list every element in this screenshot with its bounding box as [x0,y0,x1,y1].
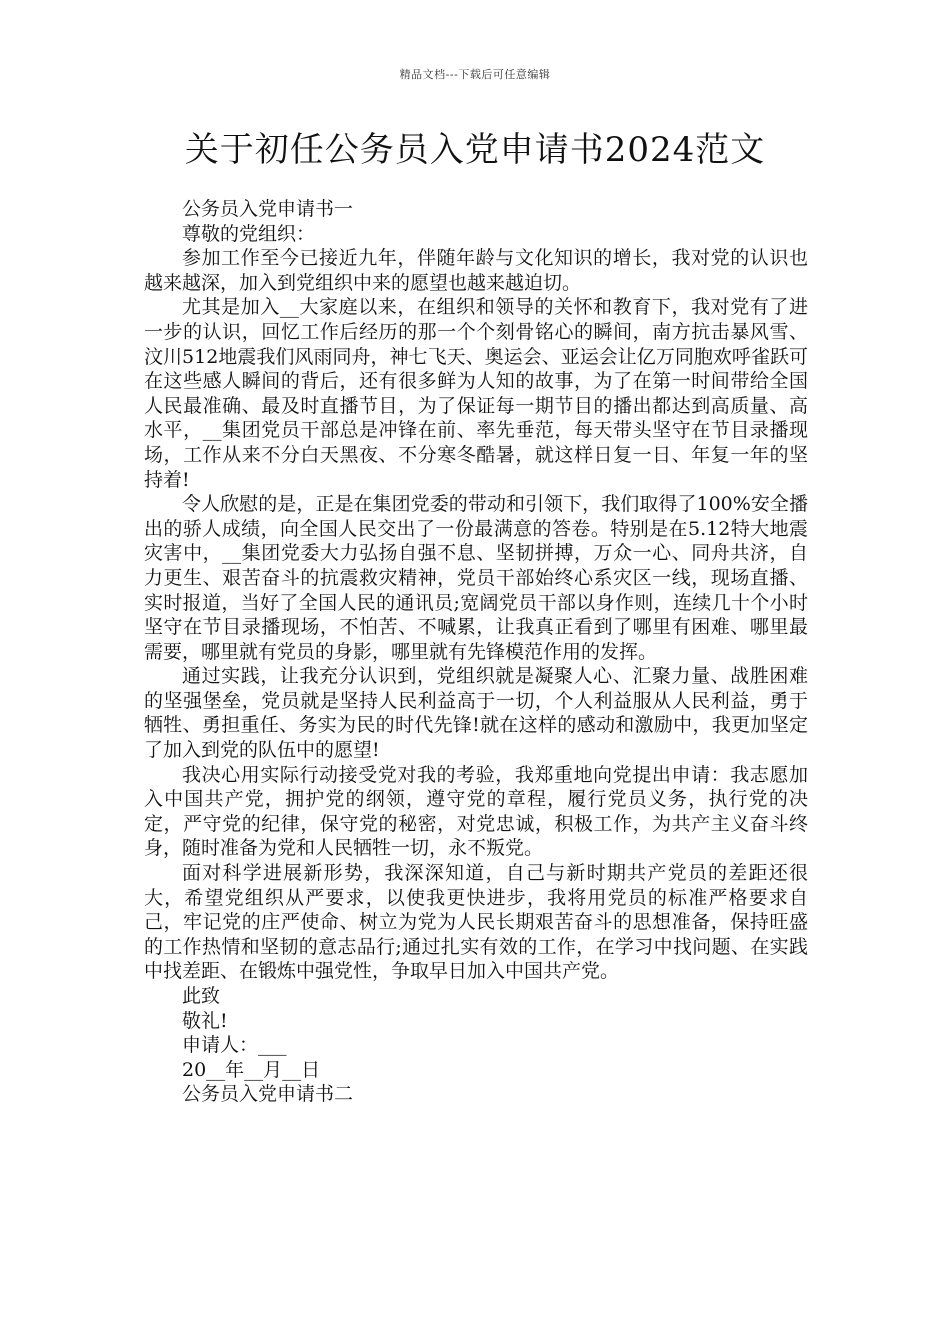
salutation: 尊敬的党组织： [182,222,316,245]
applicant-line: 申请人：___ [182,1034,287,1057]
date-line: 20__年__月__日 [182,1058,321,1081]
body-paragraph: 面对科学进展新形势，我深深知道，自己与新时期共产党员的差距还很大，希望党组织从严要求，以使我更快进步，我将用党员的标准严格要求自己，牢记党的庄严使命、树立为党为人民长期艰苦奋斗的思想准备，保持旺盛的工作热情和坚韧的意志品行;通过扎实有效的工作，在学习中找问题、在实践中找差距、在锻炼中强党性，争取早日加入中国共产党。 [144,862,808,983]
header-note: 精品文档---下载后可任意编辑 [399,68,551,81]
document-title: 关于初任公务员入党申请书2024范文 [184,130,766,170]
body-paragraph: 我决心用实际行动接受党对我的考验，我郑重地向党提出申请：我志愿加入中国共产党，拥护党的纲领，遵守党的章程，履行党员义务，执行党的决定，严守党的纪律，保守党的秘密，对党忠诚，积极工作，为共产主义奋斗终身，随时准备为党和人民牺牲一切，永不叛党。 [144,763,808,860]
section-heading: 公务员入党申请书二 [182,1083,354,1106]
body-paragraph: 尤其是加入__大家庭以来，在组织和领导的关怀和教育下，我对党有了进一步的认识，回忆工作后经历的那一个个刻骨铭心的瞬间，南方抗击暴风雪、汶川512地震我们风雨同舟，神七飞天、奥运会、亚运会让亿万同胞欢呼雀跃可在这些感人瞬间的背后，还有很多鲜为人知的故事，为了在第一时间带给全国人民最准确、最及时直播节目，为了保证每一期节目的播出都达到高质量、高水平，__集团党员干部总是冲锋在前、率先垂范，每天带头坚守在节目录播现场，工作从来不分白天黑夜、不分寒冬酷暑，就这样日复一日、年复一年的坚持着! [144,296,808,491]
document-body [144,197,808,1107]
section-heading: 公务员入党申请书一 [182,198,354,220]
body-paragraph: 通过实践，让我充分认识到，党组织就是凝聚人心、汇聚力量、战胜困难的坚强堡垒，党员就是坚持人民利益高于一切，个人利益服从人民利益，勇于牺牲、勇担重任、务实为民的时代先锋!就在这样的感动和激励中，我更加坚定了加入到党的队伍中的愿望! [144,665,808,762]
closing-line: 此致 [182,985,221,1007]
body-paragraph: 令人欣慰的是，正是在集团党委的带动和引领下，我们取得了100%安全播出的骄人成绩，向全国人民交出了一份最满意的答卷。特别是在5.12特大地震灾害中，__集团党委大力弘扬自强不息、坚韧拼搏，万众一心、同舟共济，自力更生、艰苦奋斗的抗震救灾精神，党员干部始终心系灾区一线，现场直播、实时报道，当好了全国人民的通讯员;宽阔党员干部以身作则，连续几十个小时坚守在节目录播现场，不怕苦、不喊累，让我真正看到了哪里有困难、哪里最需要，哪里就有党员的身影，哪里就有先锋模范作用的发挥。 [144,493,808,663]
closing-salute: 敬礼! [182,1009,228,1032]
body-paragraph: 参加工作至今已接近九年，伴随年龄与文化知识的增长，我对党的认识也越来越深，加入到党组织中来的愿望也越来越迫切。 [144,247,808,294]
